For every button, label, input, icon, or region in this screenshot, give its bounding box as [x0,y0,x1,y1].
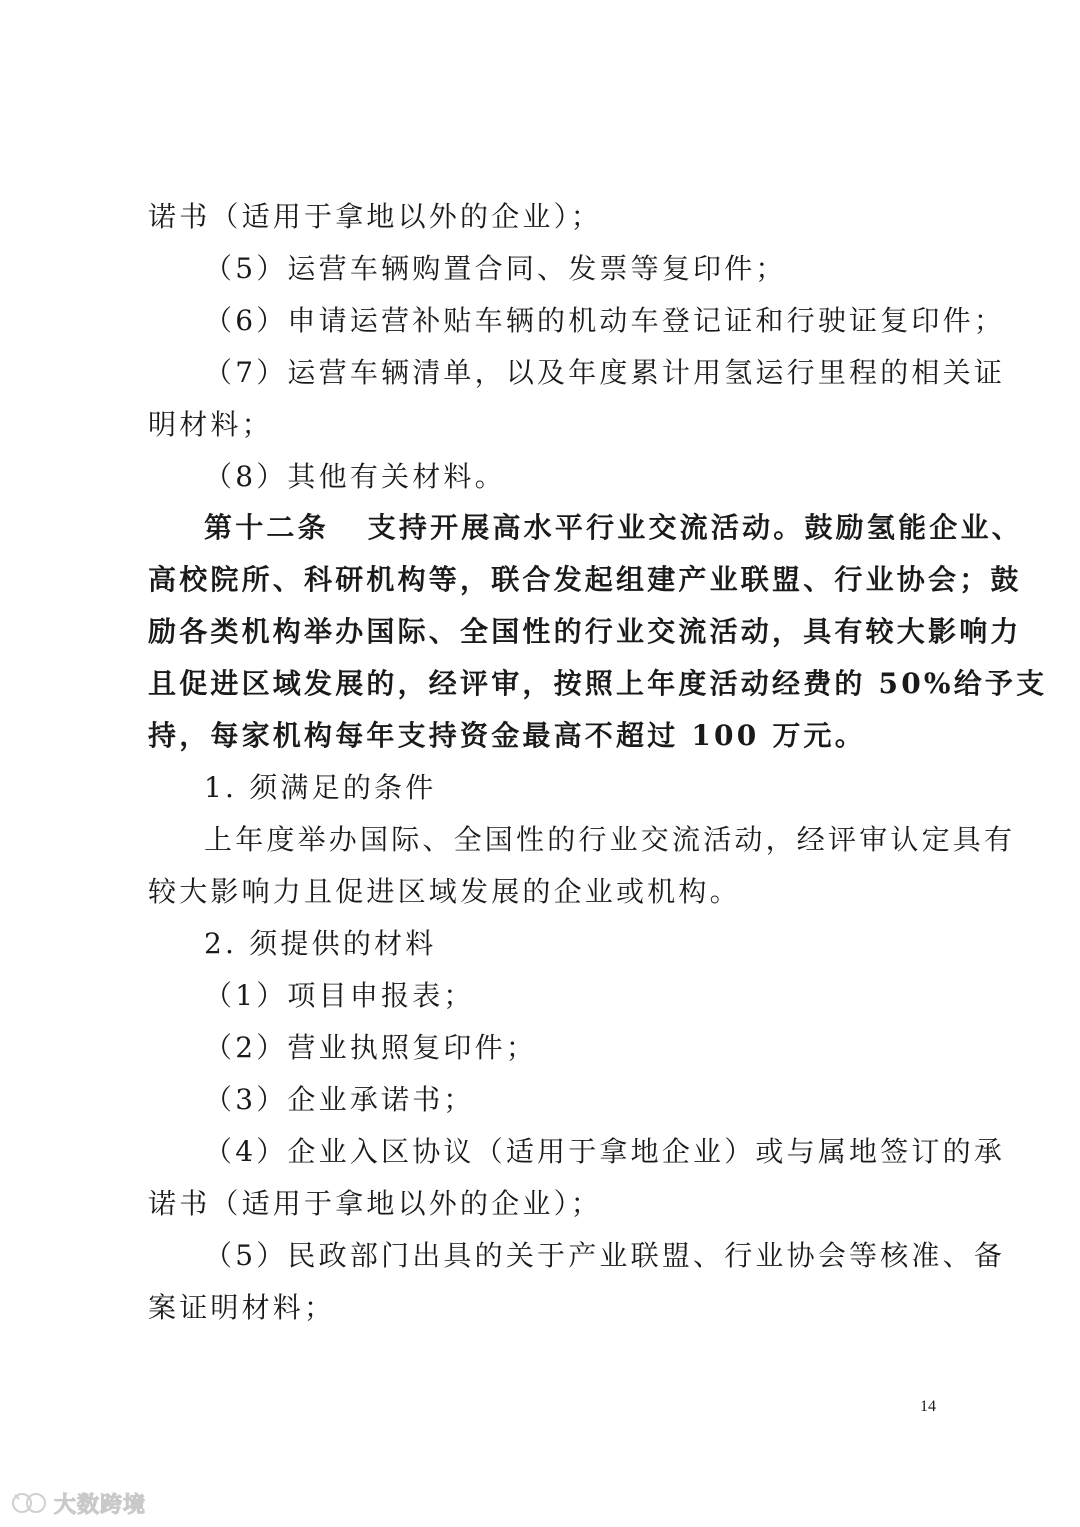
text-line: 高校院所、科研机构等，联合发起组建产业联盟、行业协会；鼓 [148,563,1022,596]
list-item: （5）民政部门出具的关于产业联盟、行业协会等核准、备 [204,1239,1006,1272]
text-line: 明材料； [148,408,273,441]
list-item: （3）企业承诺书； [204,1083,475,1116]
list-item: （1）项目申报表； [204,979,475,1012]
list-item: （7）运营车辆清单，以及年度累计用氢运行里程的相关证 [204,356,1006,389]
list-item: （2）营业执照复印件； [204,1031,538,1064]
list-item: （6）申请运营补贴车辆的机动车登记证和行驶证复印件； [204,304,1006,337]
watermark [10,1488,146,1518]
text-line: 案证明材料； [148,1291,336,1324]
article-heading-line [204,510,1023,546]
text-line: 较大影响力且促进区域发展的企业或机构。 [148,875,741,908]
section-heading: 1. 须满足的条件 [204,771,437,804]
text-line: 励各类机构举办国际、全国性的行业交流活动，具有较大影响力 [148,615,1022,648]
text-line: 上年度举办国际、全国性的行业交流活动，经评审认定具有 [204,823,1016,856]
text-line: 诺书（适用于拿地以外的企业）； [148,1187,603,1220]
list-item: （8）其他有关材料。 [204,460,506,493]
watermark-logo-icon [10,1491,50,1515]
article-title: 支持开展高水平行业交流活动。 [367,511,805,544]
list-item: （4）企业入区协议（适用于拿地企业）或与属地签订的承 [204,1135,1006,1168]
section-heading: 2. 须提供的材料 [204,927,437,960]
text-line: 且促进区域发展的，经评审，按照上年度活动经费的 50%给予支 [148,667,1048,700]
text-line: 诺书（适用于拿地以外的企业）； [148,200,603,233]
article-number: 第十二条 [204,511,329,544]
list-item: （5）运营车辆购置合同、发票等复印件； [204,252,787,285]
page-number: 14 [920,1398,936,1415]
watermark-text: 大数跨境 [54,1492,147,1518]
article-text: 鼓励氢能企业、 [804,511,1023,544]
text-line: 持，每家机构每年支持资金最高不超过 100 万元。 [148,719,866,752]
